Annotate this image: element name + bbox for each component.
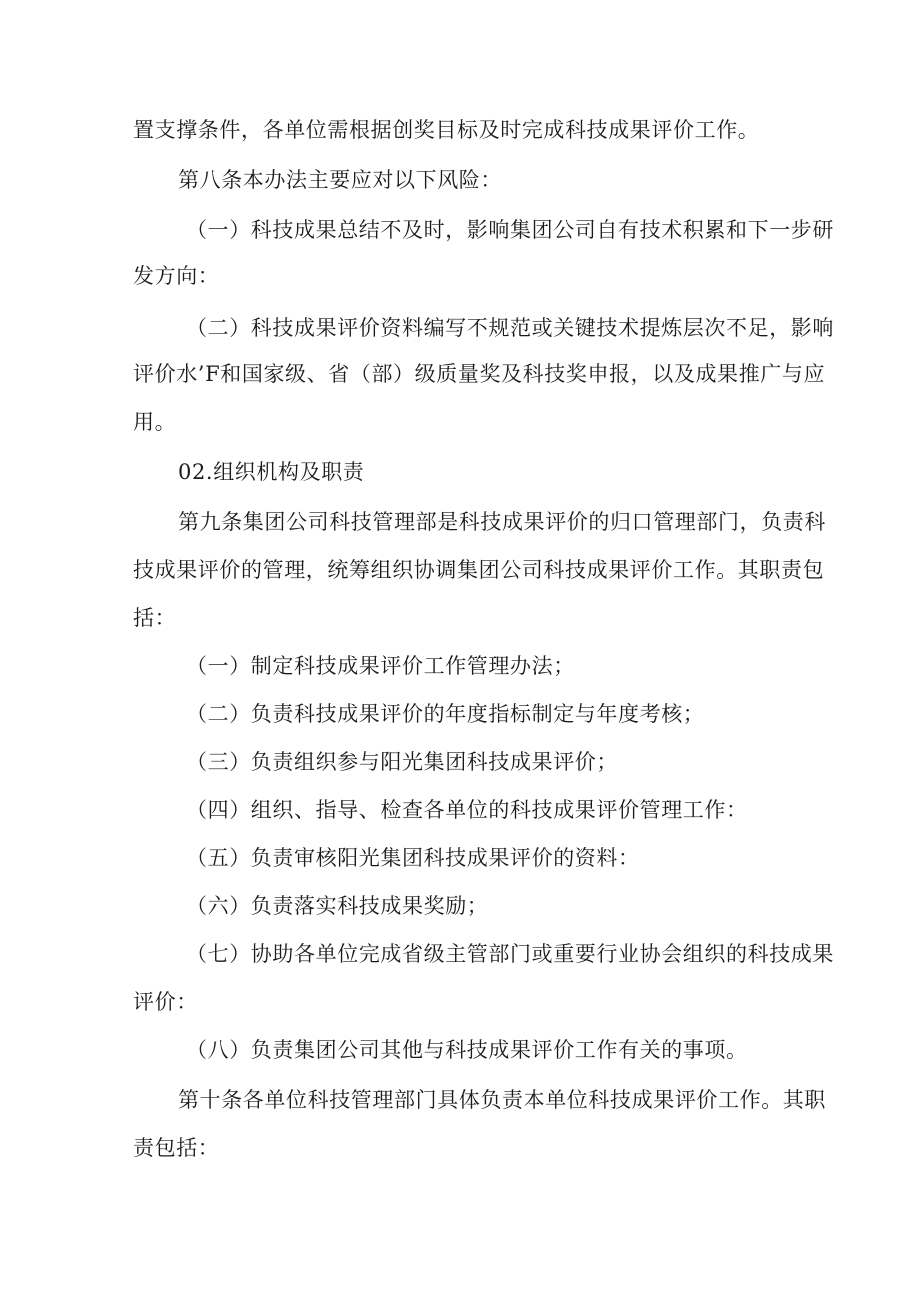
section-heading: 02.组织机构及职责: [178, 460, 365, 484]
risk-item-2: （二）科技成果评价资料编写不规范或关键技术提炼层次不足，影响: [186, 316, 834, 340]
article-8-heading: 第八条本办法主要应对以下风险：: [178, 168, 502, 192]
duty-item-1: （一）制定科技成果评价工作管理办法；: [186, 654, 575, 678]
article-10-heading: 第十条各单位科技管理部门具体负责本单位科技成果评价工作。其职: [178, 1088, 826, 1112]
article-10-cont: 责包括：: [133, 1136, 220, 1160]
duty-item-2: （二）负责科技成果评价的年度指标制定与年度考核；: [186, 702, 705, 726]
duty-item-3: （三）负责组织参与阳光集团科技成果评价；: [186, 750, 618, 774]
article-9-heading: 第九条集团公司科技管理部是科技成果评价的归口管理部门，负责科: [178, 510, 826, 534]
risk-item-2-cont-2: 用。: [133, 410, 177, 434]
risk-item-1-cont: 发方向：: [133, 264, 220, 288]
risk-item-1: （一）科技成果总结不及时，影响集团公司自有技术积累和下一步研: [186, 218, 834, 242]
duty-item-7-cont: 评价：: [133, 990, 198, 1014]
article-9-cont-1: 技成果评价的管理，统筹组织协调集团公司科技成果评价工作。其职责包: [133, 558, 825, 582]
duty-item-8: （八）负责集团公司其他与科技成果评价工作有关的事项。: [186, 1038, 748, 1062]
duty-item-6: （六）负责落实科技成果奖励；: [186, 894, 489, 918]
duty-item-7: （七）协助各单位完成省级主管部门或重要行业协会组织的科技成果: [186, 942, 834, 966]
text-line-1: 置支撑条件，各单位需根据创奖目标及时完成科技成果评价工作。: [133, 118, 760, 142]
duty-item-5: （五）负责审核阳光集团科技成果评价的资料：: [186, 846, 640, 870]
duty-item-4: （四）组织、指导、检查各单位的科技成果评价管理工作：: [186, 798, 748, 822]
article-9-cont-2: 括：: [133, 606, 177, 630]
risk-item-2-cont-1: 评价水’F和国家级、省（部）级质量奖及科技奖申报，以及成果推广与应: [133, 362, 826, 386]
